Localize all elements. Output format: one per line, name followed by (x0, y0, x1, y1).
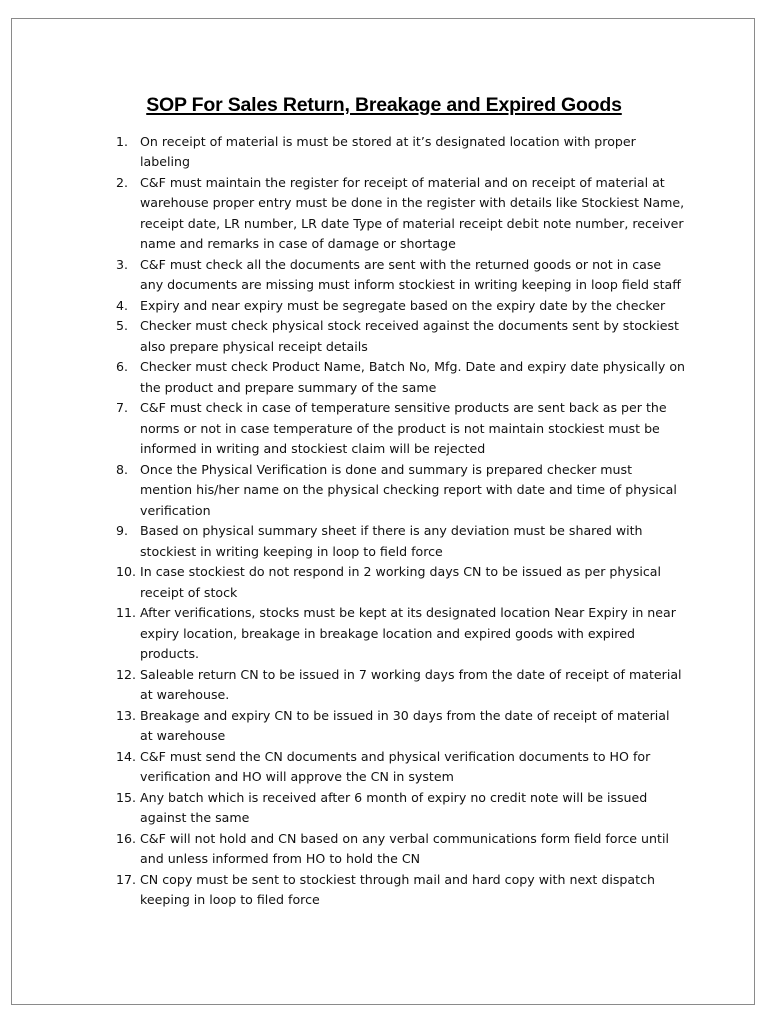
item-number: 16. (116, 830, 137, 846)
item-text: C&F must send the CN documents and physical verification documents to HO for verification and HO will approve the CN in system (140, 748, 651, 785)
list-item (116, 173, 686, 255)
item-number: 4. (116, 297, 129, 313)
item-number: 11. (116, 605, 137, 621)
item-text: CN copy must be sent to stockiest through mail and hard copy with next dispatch keeping in loop to filed force (140, 871, 655, 908)
item-text: Breakage and expiry CN to be issued in 30 days from the date of receipt of material at warehouse (140, 707, 670, 744)
item-number: 15. (116, 789, 137, 805)
item-number: 5. (116, 318, 129, 334)
list-item (116, 255, 686, 296)
list-item (116, 603, 686, 664)
document-page (11, 18, 755, 1005)
item-number: 10. (116, 564, 137, 580)
item-number: 14. (116, 748, 137, 764)
item-number: 17. (116, 871, 137, 887)
item-number: 3. (116, 256, 129, 272)
item-text: C&F must check in case of temperature sensitive products are sent back as per the norms or not in case temperature of the product is not maintain stockiest must be informed in writing and stockiest claim will be rejected (140, 400, 667, 457)
list-item (116, 132, 686, 173)
item-number: 6. (116, 359, 129, 375)
document-title: SOP For Sales Return, Breakage and Expired Goods (146, 94, 622, 116)
item-text: C&F must maintain the register for receipt of material and on receipt of material at warehouse proper entry must be done in the register with details like Stockiest Name, receipt date, LR number, LR date Type of material receipt debit note number, receiver name and remarks in case of damage or shortage (140, 175, 685, 252)
item-number: 8. (116, 461, 129, 477)
item-text: Saleable return CN to be issued in 7 working days from the date of receipt of material at warehouse. (140, 666, 682, 703)
list-item (116, 357, 686, 398)
sop-list (116, 132, 686, 911)
item-text: Expiry and near expiry must be segregate based on the expiry date by the checker (140, 297, 666, 313)
item-text: Checker must check physical stock received against the documents sent by stockiest also prepare physical receipt details (140, 318, 679, 354)
list-item (116, 296, 686, 316)
item-number: 2. (116, 175, 129, 190)
item-text: C&F will not hold and CN based on any verbal communications form field force until and unless informed from HO to hold the CN (140, 830, 669, 867)
list-item (116, 665, 686, 706)
item-number: 13. (116, 707, 137, 723)
item-number: 7. (116, 400, 129, 416)
item-text: Based on physical summary sheet if there is any deviation must be shared with stockiest in writing keeping in loop to field force (140, 523, 643, 559)
list-item (116, 562, 686, 603)
item-text: After verifications, stocks must be kept at its designated location Near Expiry in near expiry location, breakage in breakage location and expired goods with expired products. (140, 605, 676, 662)
item-text: C&F must check all the documents are sent with the returned goods or not in case any documents are missing must inform stockiest in writing keeping in loop field staff (140, 256, 681, 293)
item-number: 12. (116, 666, 137, 682)
item-text: On receipt of material is must be stored at it’s designated location with proper labeling (140, 134, 636, 170)
list-item (116, 460, 686, 521)
item-text: Once the Physical Verification is done and summary is prepared checker must mention his/her name on the physical checking report with date and time of physical verification (140, 461, 677, 518)
item-number: 1. (116, 134, 129, 149)
item-number: 9. (116, 523, 129, 539)
list-item (116, 829, 686, 870)
list-item (116, 398, 686, 459)
item-text: Any batch which is received after 6 month of expiry no credit note will be issued against the same (140, 789, 648, 826)
list-item (116, 521, 686, 562)
list-item (116, 870, 686, 911)
list-item (116, 706, 686, 747)
item-text: In case stockiest do not respond in 2 working days CN to be issued as per physical receipt of stock (140, 564, 662, 600)
list-item (116, 788, 686, 829)
list-item (116, 316, 686, 357)
list-item (116, 747, 686, 788)
item-text: Checker must check Product Name, Batch No, Mfg. Date and expiry date physically on the product and prepare summary of the same (140, 359, 686, 395)
